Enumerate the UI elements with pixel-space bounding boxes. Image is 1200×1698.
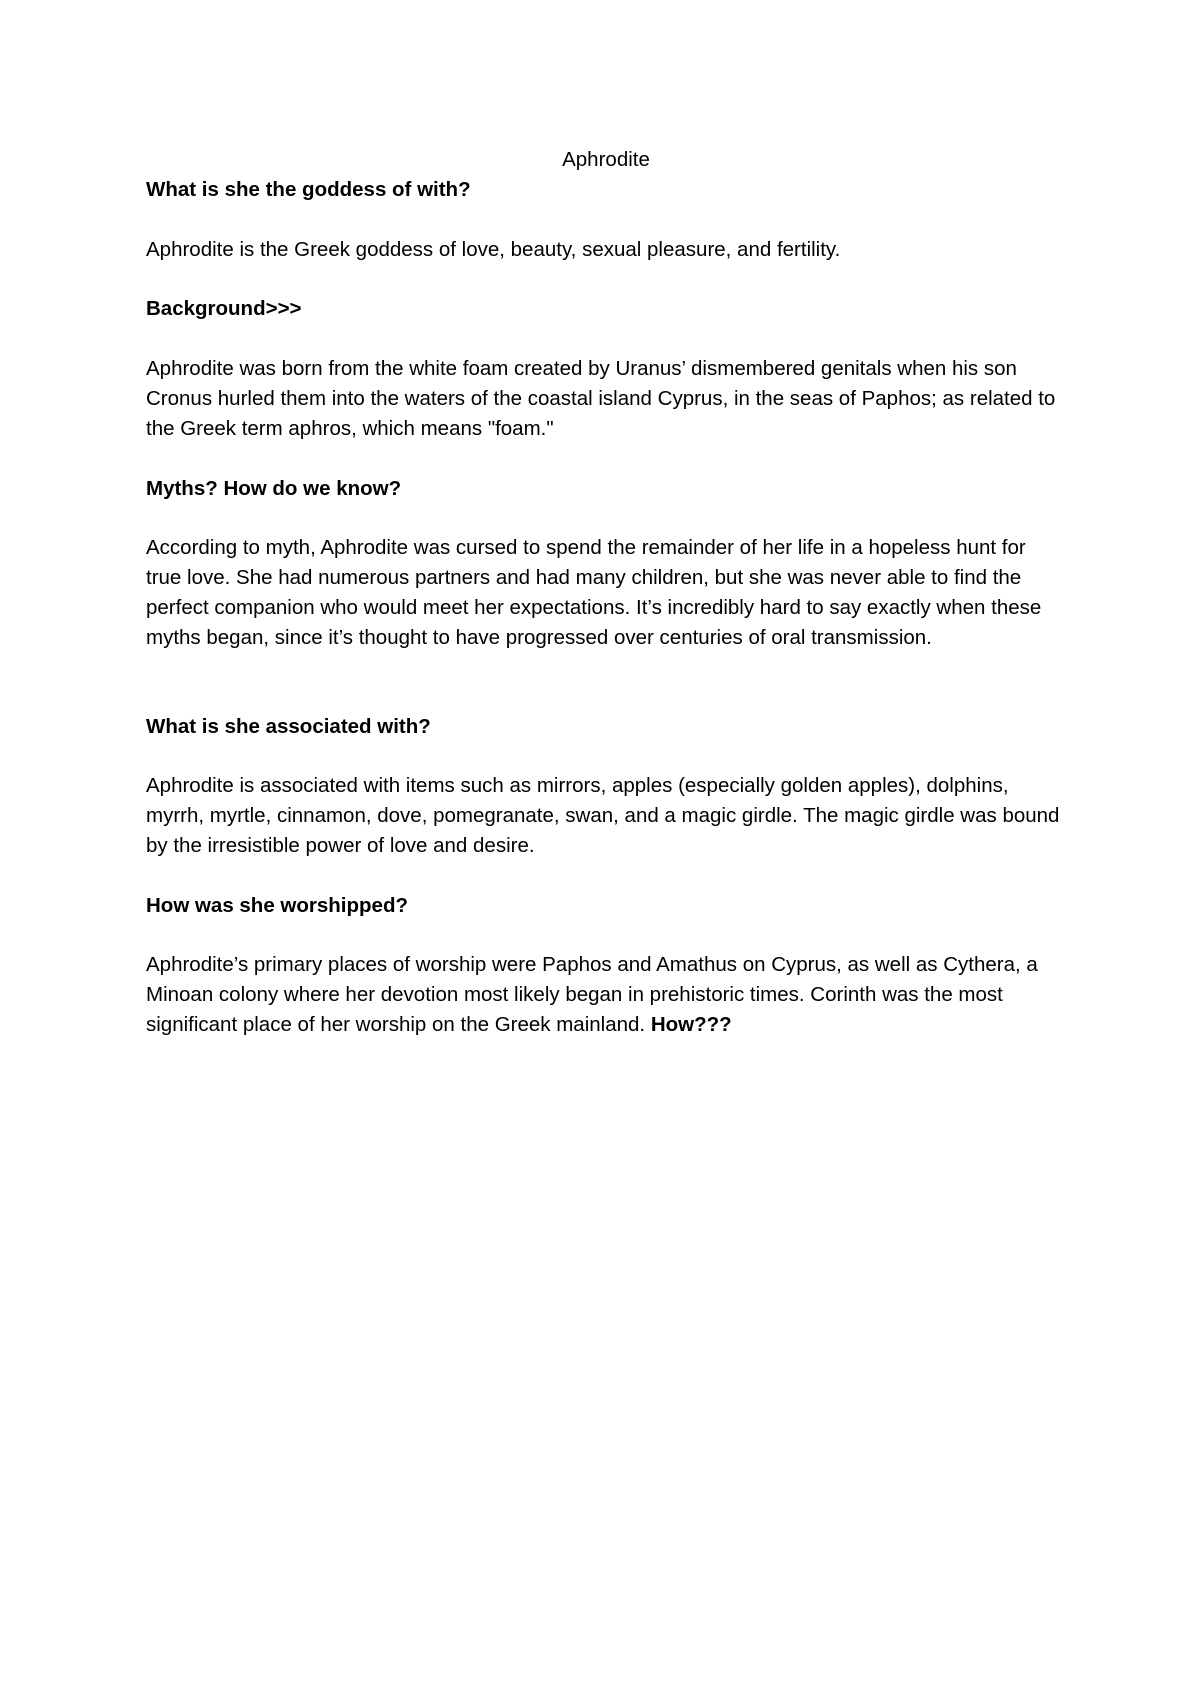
section-body-goddess-of: Aphrodite is the Greek goddess of love, beauty, sexual pleasure, and fertility. (146, 238, 841, 261)
section-body-associated: Aphrodite is associated with items such as mirrors, apples (especially golden apples), dolphins, myrrh, myrtle, cinnamon, dove, pomegranate, swan, and a magic girdle. The magic girdle was bound by the irresistible power of love and desire. (146, 774, 1060, 857)
section-heading-myths: Myths? How do we know? (146, 477, 402, 500)
section-paragraph-worshipped (146, 950, 1066, 1040)
section-heading-associated: What is she associated with? (146, 715, 431, 738)
document-title: Aphrodite (562, 148, 650, 171)
section-heading-worshipped: How was she worshipped? (146, 894, 408, 917)
section-body-worshipped: Aphrodite’s primary places of worship were Paphos and Amathus on Cyprus, as well as Cythera, a Minoan colony where her devotion most likely began in prehistoric times. Corinth was the most significant place of her worship on the Greek mainland. (146, 953, 1038, 1036)
section-body-background: Aphrodite was born from the white foam created by Uranus’ dismembered genitals when his son Cronus hurled them into the waters of the coastal island Cyprus, in the seas of Paphos; as related to the Greek term aphros, which means "foam." (146, 357, 1056, 440)
section-trailing-bold: How??? (650, 1013, 732, 1036)
section-heading-background: Background>>> (146, 297, 302, 320)
section-heading-goddess-of: What is she the goddess of with? (146, 178, 471, 201)
section-body-myths: According to myth, Aphrodite was cursed to spend the remainder of her life in a hopeless hunt for true love. She had numerous partners and had many children, but she was never able to find the perfect companion who would meet her expectations. It’s incredibly hard to say exactly when these myths began, since it’s thought to have progressed over centuries of oral transmission. (146, 536, 1042, 649)
